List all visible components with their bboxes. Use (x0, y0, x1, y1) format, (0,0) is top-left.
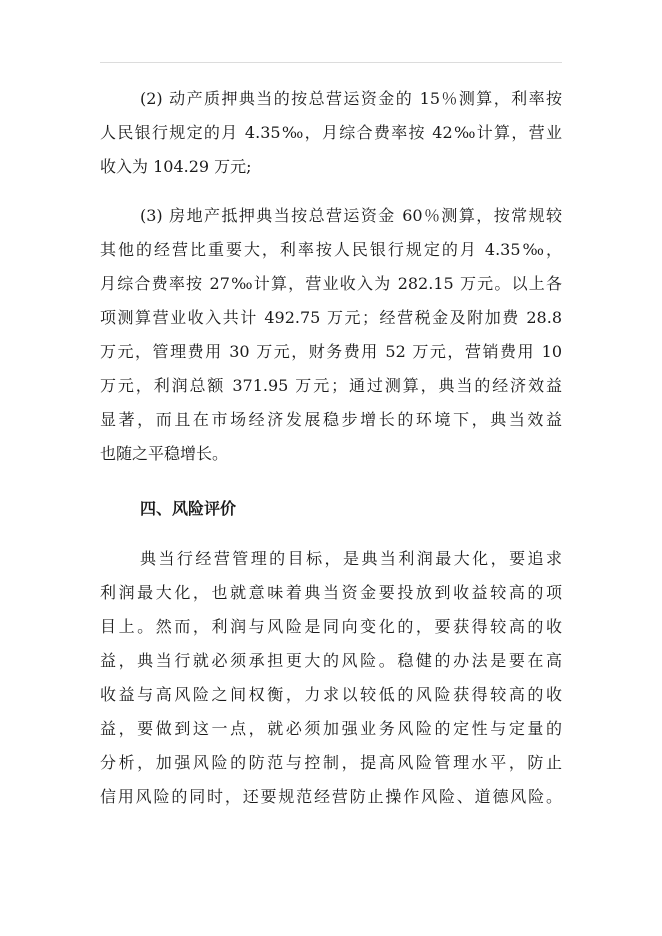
paragraph-line: 其他的经营比重要大，利率按人民银行规定的月 4.35‰， (100, 240, 562, 259)
paragraph-line: (2) 动产质押典当的按总营运资金的 15％测算，利率按 (140, 89, 562, 108)
header-rule (100, 62, 562, 63)
paragraph-line: (3) 房地产抵押典当按总营运资金 60％测算，按常规较 (140, 206, 562, 225)
paragraph-line: 收益与高风险之间权衡，力求以较低的风险获得较高的收 (100, 685, 562, 704)
paragraph-line: 收入为 104.29 万元; (100, 157, 252, 176)
paragraph-line: 项测算营业收入共计 492.75 万元；经营税金及附加费 28.8 (100, 308, 562, 327)
paragraph-line: 利润最大化，也就意味着典当资金要投放到收益较高的项 (100, 583, 562, 602)
paragraph-line: 分析，加强风险的防范与控制，提高风险管理水平，防止 (100, 753, 562, 772)
paragraph-line: 信用风险的同时，还要规范经营防止操作风险、道德风险。 (100, 787, 562, 806)
paragraph-line: 万元，利润总额 371.95 万元；通过测算，典当的经济效益 (100, 376, 562, 395)
paragraph-line: 人民银行规定的月 4.35‰，月综合费率按 42‰计算，营业 (100, 123, 562, 142)
paragraph-line: 益，典当行就必须承担更大的风险。稳健的办法是要在高 (100, 651, 562, 670)
paragraph-line: 益，要做到这一点，就必须加强业务风险的定性与定量的 (100, 719, 562, 738)
section-heading: 四、风险评价 (140, 499, 237, 518)
paragraph-line: 也随之平稳增长。 (100, 444, 229, 463)
paragraph-line: 显著，而且在市场经济发展稳步增长的环境下，典当效益 (100, 410, 562, 429)
paragraph-line: 典当行经营管理的目标，是典当利润最大化，要追求 (140, 549, 562, 568)
paragraph-line: 月综合费率按 27‰计算，营业收入为 282.15 万元。以上各 (100, 274, 562, 293)
paragraph-line: 目上。然而，利润与风险是同向变化的，要获得较高的收 (100, 617, 562, 636)
paragraph-line: 万元，管理费用 30 万元，财务费用 52 万元，营销费用 10 (100, 342, 562, 361)
